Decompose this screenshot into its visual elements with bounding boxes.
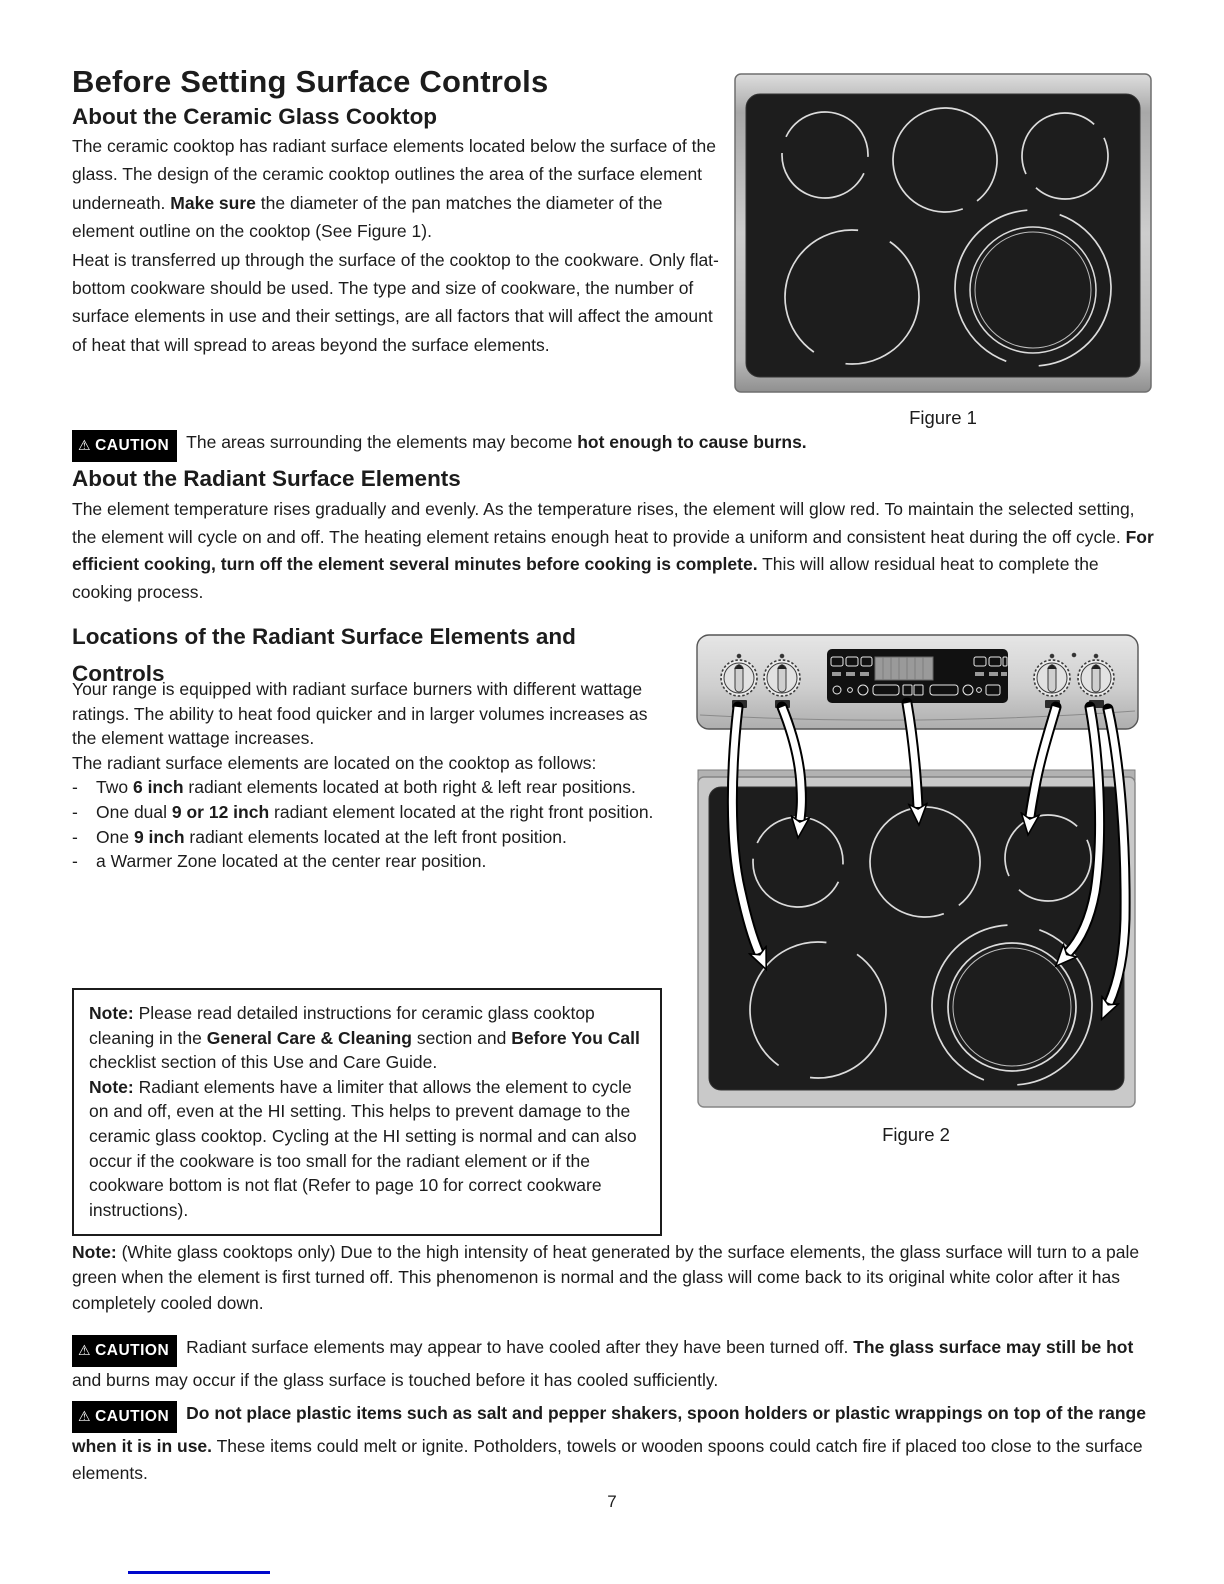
warning-icon: ⚠ — [78, 437, 92, 453]
text-run-bold: For efficient cooking, turn off the element several minutes before cooking is complete. — [72, 526, 1154, 575]
section-heading-ceramic: About the Ceramic Glass Cooktop — [72, 104, 438, 129]
text-run-bold: Make sure — [170, 192, 256, 213]
bullet-text — [96, 775, 636, 800]
caution-2 — [72, 1334, 1164, 1394]
text-run: The element temperature rises gradually and evenly. As the temperature rises, the element will glow red. To maintain the selected setting, the element will cycle on and off. The heating element retains enough heat to provide a uniform and consistent heat during the off cycle. — [72, 499, 1135, 547]
paragraph: The radiant surface elements are located on the cooktop as follows: — [72, 752, 597, 773]
warning-icon: ⚠ — [78, 1408, 92, 1424]
bullet-text — [96, 800, 653, 825]
text-run: One — [96, 826, 134, 847]
text-run: Two — [96, 777, 133, 798]
bullet-marker: - — [72, 801, 78, 822]
paragraph — [72, 132, 720, 246]
text-run-bold: The glass surface may still be hot — [853, 1337, 1134, 1357]
section-heading-locations: Locations of the Radiant Surface Elements and Controls — [72, 624, 576, 686]
caution-badge — [72, 430, 177, 462]
knob-left-rear — [764, 660, 800, 696]
note-label: Note: — [72, 1242, 117, 1262]
caution-badge — [72, 1335, 177, 1367]
bullet-text — [96, 825, 567, 850]
figure1-cooktop-image — [733, 70, 1153, 396]
text-run-bold: 9 inch — [133, 826, 185, 847]
locations-content — [72, 677, 664, 874]
figure-2 — [690, 627, 1142, 1146]
list-item — [72, 825, 664, 850]
text-run-bold: 6 inch — [132, 777, 184, 798]
text-run: This will allow residual heat to complete the cooking process. — [72, 554, 1099, 602]
section-heading-radiant: About the Radiant Surface Elements — [72, 466, 461, 491]
text-run: Please read detailed instructions for ceramic glass cooktop cleaning in the — [89, 1003, 595, 1048]
note-label: Note: — [89, 1003, 134, 1023]
text-run-bold: General Care & Cleaning — [206, 1027, 412, 1048]
bullet-marker: - — [72, 826, 78, 847]
caution-label: CAUTION — [95, 1408, 170, 1425]
knob-right-rear — [1034, 660, 1070, 696]
text-run: radiant elements located at both right & left rear positions. — [183, 777, 636, 798]
text-run: checklist section of this Use and Care Guide. — [89, 1052, 438, 1073]
note-white-glass — [72, 1240, 1156, 1316]
oven-control-panel — [827, 649, 1008, 703]
text-run-bold: hot enough to cause burns. — [577, 432, 807, 452]
paragraph: Heat is transferred up through the surface of the cooktop to the cookware. Only flat-bottom cookware should be used. The type and size of cookware, the number of surface elements in use and their settings, are all factors that will affect the amount of heat that will spread to areas beyond the surface elements. — [72, 249, 719, 355]
caution-label: CAUTION — [95, 437, 170, 454]
text-run-bold: Do not place plastic items such as salt and pepper shakers, spoon holders or plastic wrappings on top of the range when it is in use. — [72, 1403, 1146, 1456]
figure-1 — [733, 70, 1153, 429]
page-number: 7 — [607, 1492, 617, 1511]
page-title: Before Setting Surface Controls — [72, 64, 549, 99]
knob-left-front — [721, 660, 757, 696]
text-run: section and — [411, 1027, 512, 1048]
text-run: radiant elements located at the left front position. — [184, 826, 567, 847]
text-run: and burns may occur if the glass surface is touched before it has cooled sufficiently. — [72, 1370, 719, 1390]
warning-icon: ⚠ — [78, 1342, 92, 1358]
text-run: These items could melt or ignite. Potholders, towels or wooden spoons could catch fire if placed too close to the surface elements. — [72, 1436, 1143, 1483]
text-run: Radiant elements have a limiter that allows the element to cycle on and off, even at the HI setting. This helps to prevent damage to the ceramic glass cooktop. Cycling at the HI setting is normal and can also occur if the cookware is too small for the radiant element or if the cookware bottom is not flat (Refer to page 10 for correct cookware instructions). — [89, 1076, 637, 1220]
note-label: Note: — [89, 1076, 134, 1097]
caution-1 — [72, 429, 1164, 462]
text-run-bold: 9 or 12 inch — [171, 801, 270, 822]
note-box — [72, 988, 662, 1236]
figure1-caption: Figure 1 — [909, 407, 977, 428]
caution-label: CAUTION — [95, 1342, 170, 1359]
bullet-marker: - — [72, 851, 78, 872]
list-item — [72, 775, 664, 800]
text-run: the diameter of the pan matches the diameter of the element outline on the cooktop (See Figure 1). — [72, 192, 663, 242]
ceramic-paragraphs — [72, 132, 720, 359]
knob-right-front — [1078, 660, 1114, 696]
text-run: a Warmer Zone located at the center rear position. — [96, 851, 487, 872]
text-run: One dual — [96, 801, 172, 822]
text-run: The ceramic cooktop has radiant surface elements located below the surface of the glass. The design of the ceramic cooktop outlines the area of the surface element underneath. — [72, 136, 716, 213]
radiant-paragraph — [72, 496, 1154, 606]
list-item — [72, 849, 664, 874]
text-run-bold: Before You Call — [511, 1027, 640, 1048]
text-run: (White glass cooktops only) Due to the high intensity of heat generated by the surface elements, the glass surface will turn to a pale green when the element is first turned off. This phenomenon is normal and the glass will come back to its original white color after it has completely cooled down. — [72, 1242, 1140, 1313]
text-run: Radiant surface elements may appear to have cooled after they have been turned off. — [186, 1337, 854, 1357]
text-run: radiant element located at the right front position. — [269, 801, 654, 822]
caution-badge — [72, 1401, 177, 1433]
caution-3 — [72, 1400, 1164, 1487]
figure2-caption: Figure 2 — [882, 1124, 950, 1145]
figure2-range-image — [690, 627, 1142, 1113]
text-run: The areas surrounding the elements may become — [186, 432, 578, 452]
bullet-text — [96, 849, 486, 874]
paragraph: Your range is equipped with radiant surface burners with different wattage ratings. The ability to heat food quicker and in larger volumes increases as the element wattage increases. — [72, 679, 648, 749]
footer-line — [128, 1571, 270, 1574]
cooktop-glass — [746, 94, 1140, 377]
bullet-marker: - — [72, 777, 78, 798]
list-item — [72, 800, 664, 825]
